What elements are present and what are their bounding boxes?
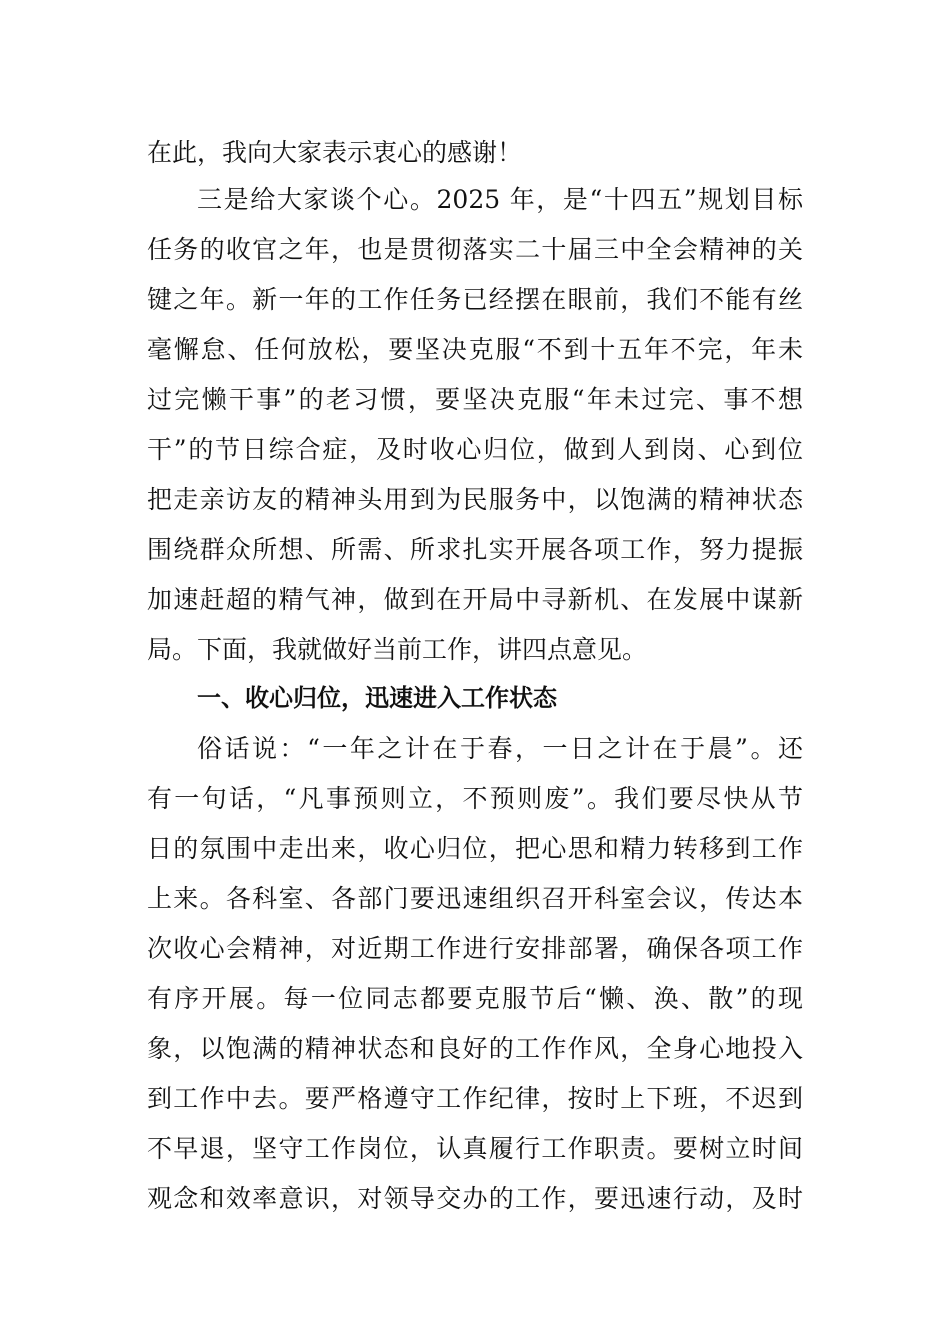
paragraph-line: 上来。各科室、各部门要迅速组织召开科室会议，传达本 [147,884,803,913]
paragraph-line: 在此，我向大家表示衷心的感谢！ [147,138,523,167]
paragraph-line: 有序开展。每一位同志都要克服节后“懒、涣、散”的现 [147,984,803,1013]
paragraph-line: 干”的节日综合症，及时收心归位，做到人到岗、心到位 [147,435,803,464]
paragraph-line: 把走亲访友的精神头用到为民服务中，以饱满的精神状态 [147,485,803,514]
paragraph-line: 俗话说：“一年之计在于春，一日之计在于晨”。还 [197,734,803,763]
section-heading: 一、收心归位，迅速进入工作状态 [197,684,557,712]
paragraph-line: 不早退，坚守工作岗位，认真履行工作职责。要树立时间 [147,1134,803,1163]
paragraph-line: 围绕群众所想、所需、所求扎实开展各项工作，努力提振 [147,535,803,564]
paragraph-line: 过完懒干事”的老习惯，要坚决克服“年未过完、事不想 [147,385,803,414]
paragraph-line: 观念和效率意识，对领导交办的工作，要迅速行动，及时 [147,1184,803,1213]
paragraph-line: 局。下面，我就做好当前工作，讲四点意见。 [147,635,648,664]
paragraph-line: 毫懈怠、任何放松，要坚决克服“不到十五年不完，年未 [147,335,803,364]
paragraph-line: 任务的收官之年，也是贯彻落实二十届三中全会精神的关 [147,235,803,264]
paragraph-line: 三是给大家谈个心。2025 年，是“十四五”规划目标 [197,185,803,214]
paragraph-line: 日的氛围中走出来，收心归位，把心思和精力转移到工作 [147,834,803,863]
paragraph-line: 加速赶超的精气神，做到在开局中寻新机、在发展中谋新 [147,585,803,614]
paragraph-line: 次收心会精神，对近期工作进行安排部署，确保各项工作 [147,934,803,963]
paragraph-line: 键之年。新一年的工作任务已经摆在眼前，我们不能有丝 [147,285,803,314]
paragraph-line: 象，以饱满的精神状态和良好的工作作风，全身心地投入 [147,1034,803,1063]
paragraph-line: 有一句话，“凡事预则立，不预则废”。我们要尽快从节 [147,784,803,813]
paragraph-line: 到工作中去。要严格遵守工作纪律，按时上下班，不迟到 [147,1084,803,1113]
